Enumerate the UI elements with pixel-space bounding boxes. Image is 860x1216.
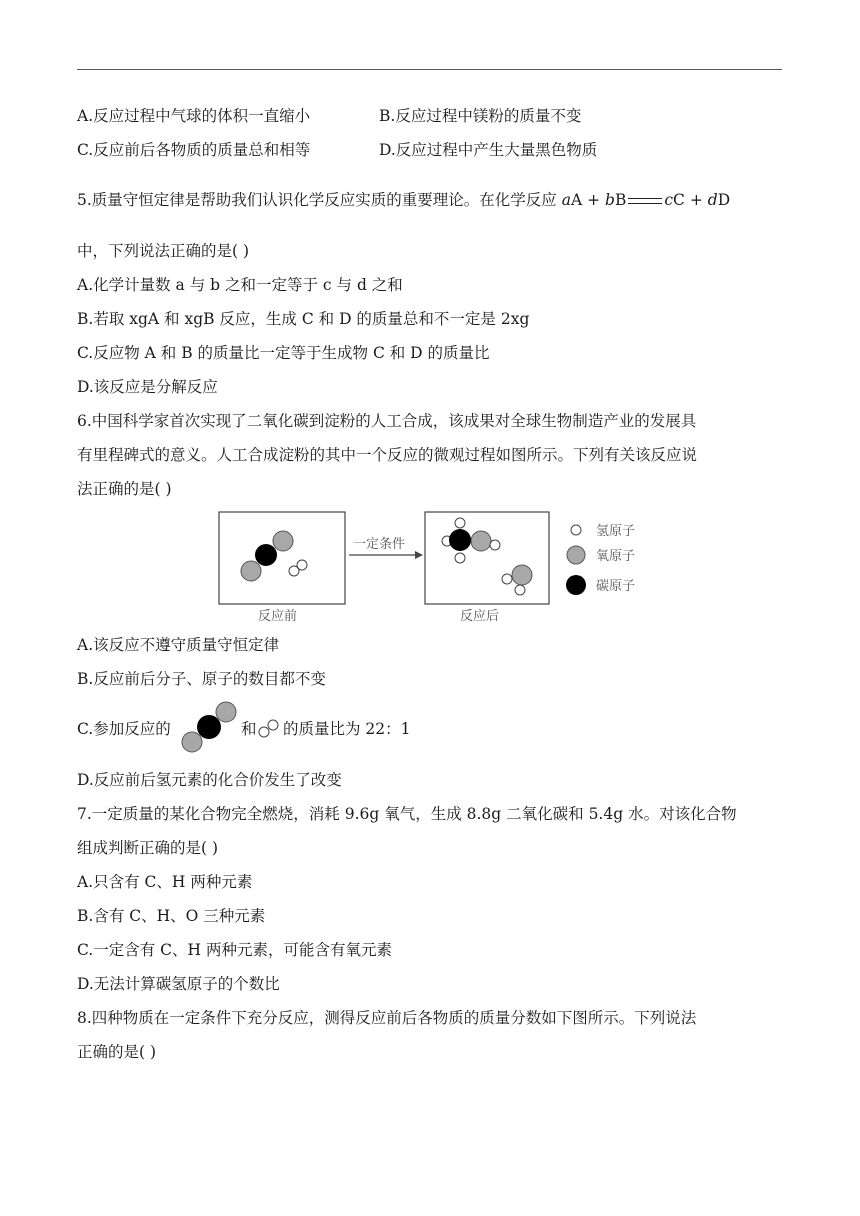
h2-molecule-icon (257, 718, 283, 740)
q6-option-c-suffix: 的质量比为 22：1 (283, 720, 411, 738)
hydrogen-legend-icon (571, 525, 581, 535)
q6-option-a: A.该反应不遵守质量守恒定律 (77, 636, 280, 654)
co2-molecule-icon (180, 700, 240, 756)
h2-molecule-before (289, 560, 307, 576)
reaction-diagram (215, 508, 655, 628)
legend-hydrogen: 氢原子 (596, 524, 636, 539)
q7-stem-line2: 组成判断正确的是( ) (77, 839, 219, 857)
q6-option-b: B.反应前后分子、原子的数目都不变 (77, 670, 326, 688)
methanol-molecule-after (442, 518, 500, 563)
q6-stem-line2: 有里程碑式的意义。人工合成淀粉的其中一个反应的微观过程如图所示。下列有关该反应说 (77, 446, 698, 464)
water-molecule-after (502, 565, 532, 595)
before-label: 反应前 (258, 609, 298, 624)
q5-option-d: D.该反应是分解反应 (77, 378, 218, 396)
q4-option-a: A.反应过程中气球的体积一直缩小 (77, 107, 311, 125)
arrow-condition-label: 一定条件 (353, 537, 406, 552)
q8-stem-line1: 8.四种物质在一定条件下充分反应，测得反应前后各物质的质量分数如下图所示。下列说法 (77, 1009, 697, 1027)
carbon-legend-icon (566, 575, 586, 595)
q6-option-c-and: 和 (241, 720, 257, 738)
q4-option-b: B.反应过程中镁粉的质量不变 (379, 107, 582, 125)
q5-stem-prefix: 5.质量守恒定律是帮助我们认识化学反应实质的重要理论。在化学反应 (77, 191, 557, 209)
before-box (219, 512, 345, 604)
q6-option-c-prefix: C.参加反应的 (77, 720, 171, 738)
q6-option-d: D.反应前后氢元素的化合价发生了改变 (77, 771, 342, 789)
q5-stem-line1 (77, 189, 730, 211)
oxygen-legend-icon (567, 546, 585, 564)
q8-stem-line2: 正确的是( ) (77, 1043, 157, 1061)
q5-option-c: C.反应物 A 和 B 的质量比一定等于生成物 C 和 D 的质量比 (77, 344, 490, 362)
q7-option-a: A.只含有 C、H 两种元素 (77, 873, 253, 891)
arrow-head-icon (415, 551, 423, 559)
co2-molecule-before (241, 531, 293, 581)
q5-option-b: B.若取 xgA 和 xgB 反应，生成 C 和 D 的质量总和不一定是 2xg (77, 310, 530, 328)
q4-option-d: D.反应过程中产生大量黑色物质 (379, 141, 598, 159)
q4-option-c: C.反应前后各物质的质量总和相等 (77, 141, 311, 159)
q5-stem-line2: 中，下列说法正确的是( ) (77, 242, 250, 260)
q7-option-d: D.无法计算碳氢原子的个数比 (77, 975, 280, 993)
legend-carbon: 碳原子 (596, 579, 636, 594)
after-label: 反应后 (460, 609, 500, 624)
q5-equation: aA + bB cC + dD (561, 191, 731, 209)
q7-stem-line1: 7.一定质量的某化合物完全燃烧，消耗 9.6g 氧气，生成 8.8g 二氧化碳和 5.4g 水。对该化合物 (77, 805, 737, 823)
legend-oxygen: 氧原子 (596, 549, 636, 564)
after-box (425, 512, 549, 604)
q6-stem-line1: 6.中国科学家首次实现了二氧化碳到淀粉的人工合成，该成果对全球生物制造产业的发展具 (77, 412, 697, 430)
q7-option-c: C.一定含有 C、H 两种元素，可能含有氧元素 (77, 941, 392, 959)
q7-option-b: B.含有 C、H、O 三种元素 (77, 907, 266, 925)
equals-sign-icon (628, 198, 662, 204)
q6-stem-line3: 法正确的是( ) (77, 480, 172, 498)
header-rule (77, 69, 782, 70)
q5-option-a: A.化学计量数 a 与 b 之和一定等于 c 与 d 之和 (77, 276, 403, 294)
